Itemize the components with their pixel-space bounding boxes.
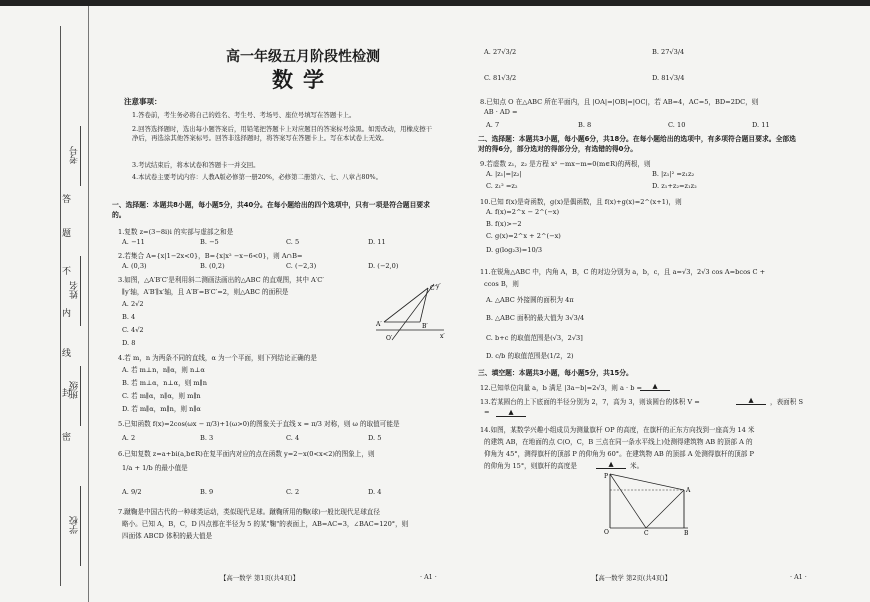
option-c: C. 5 — [286, 238, 300, 246]
option-d: D. 8 — [122, 339, 136, 347]
option-c: C. b+c 的取值范围是(√3，2√3] — [486, 334, 583, 342]
question-13-cont: = — [484, 408, 490, 416]
unit-label: 米。 — [630, 462, 644, 470]
option-a: A. 27√3/2 — [484, 48, 517, 56]
fill-line — [80, 486, 81, 566]
seal-line — [60, 26, 61, 586]
option-b: B. 9 — [200, 488, 214, 496]
seal-char: 封 — [62, 389, 72, 399]
note-item: 4.本试卷主要考试内容：人教A版必修第一册20%，必修第二册第六、七、八章占80%。 — [132, 173, 383, 181]
question-14-cont: 的建筑 AB，在地面的点 C(O，C，B 三点在同一条水平线上)处测得建筑物 AB 的顶部 A 的 — [484, 438, 753, 446]
seal-char: 不 — [62, 267, 72, 277]
figure-q14 — [592, 470, 702, 536]
question-5: 5.已知函数 f(x)=2cos(ωx − π/3)+1(ω>0)的图象关于直线 x = π/3 对称，则 ω 的取值可能是 — [118, 420, 400, 428]
question-14: 14.如图，某数学兴趣小组成员为测量旗杆 OP 的高度，在旗杆的正东方向找到一座高为 14 米 — [480, 426, 755, 434]
question-6: 6.已知复数 z=a+bi(a,b∈R)在复平面内对应的点在函数 y=2−x(0<x<2)的图象上，则 — [118, 450, 375, 458]
question-12: 12.已知单位向量 a，b 满足 |3a−b|=2√3，则 a · b = — [480, 384, 643, 392]
sight-ap — [610, 474, 684, 490]
option-a: A. −11 — [122, 238, 145, 246]
option-a: A. (0,3) — [122, 262, 147, 270]
option-d: D. 4 — [368, 488, 382, 496]
question-7-cont: 四面体 ABCD 体积的最大值是 — [122, 532, 213, 540]
option-d: D. 5 — [368, 434, 382, 442]
option-a: A. 若 m⊥n，n∥α，则 n⊥α — [122, 366, 205, 374]
question-7-cont: 略小。已知 A，B，C，D 四点都在半径为 5 的某"鞠"的表面上，AB=AC=3，∠BAC=120°，则 — [122, 520, 409, 528]
question-13-cont: ，表面积 S — [770, 398, 803, 406]
question-6-cont: 1/a + 1/b 的最小值是 — [122, 464, 188, 472]
question-9: 9.若虚数 z₁，z₂ 是方程 x² −mx−m=0(m∈R)的两根，则 — [480, 160, 651, 168]
binding-margin — [0, 6, 89, 602]
exam-subject: 数学 — [272, 68, 334, 92]
option-a: A. f(x)=2^x − 2^(−x) — [486, 208, 560, 216]
label-c: C — [644, 530, 649, 536]
sight-cp — [610, 474, 646, 528]
section-heading: 三、填空题：本题共3小题，每小题5分，共15分。 — [478, 369, 633, 377]
label-c: C′ — [430, 285, 436, 292]
option-d: D. 11 — [368, 238, 386, 246]
note-item: 2.回答选择题时，选出每小题答案后，用铅笔把答题卡上对应题目的答案标号涂黑。如需改动，用橡皮擦干净后，再选涂其他答案标号。回答非选择题时，将答案写在答题卡上。写在本试卷上无效。 — [132, 125, 433, 142]
option-b: B. f(x)>−2 — [486, 220, 522, 228]
label-p: P — [604, 473, 609, 480]
fill-line — [80, 366, 81, 426]
label-x: x′ — [440, 333, 445, 340]
fill-line — [80, 256, 81, 326]
question-14-cont: 的仰角为 15°，则旗杆的高度是 — [484, 462, 577, 470]
option-b: B. 若 m⊥α，n⊥α，则 m∥n — [122, 379, 207, 387]
question-13: 13.若某圆台的上下底面的半径分别为 2，7，高为 3，则该圆台的体积 V = — [480, 398, 700, 406]
option-c: C. 若 m∥α，n∥α，则 m∥n — [122, 392, 201, 400]
option-c: C. 10 — [668, 121, 686, 129]
option-b: B. 4 — [122, 313, 136, 321]
option-d: D. 11 — [752, 121, 770, 129]
answer-blank[interactable]: ▲ — [596, 460, 626, 469]
seal-char: 题 — [62, 229, 72, 239]
seal-char: 内 — [62, 309, 72, 319]
option-b: B. 8 — [578, 121, 592, 129]
question-3-cont: ∥y′轴，A′B′∥x′轴，且 A′B′=B′C′=2，则△ABC 的面积是 — [122, 288, 289, 296]
answer-blank[interactable]: ▲ — [496, 408, 526, 417]
question-14-cont: 仰角为 45°，测得旗杆的顶部 P 的仰角为 60°。在建筑物 AB 的顶部 A 处测得旗杆的顶部 P — [484, 450, 754, 458]
footer-page-left: 【高一数学 第1页(共4页)】 — [220, 574, 300, 582]
label-y: y′ — [436, 283, 441, 290]
footer-code-right: · A1 · — [790, 573, 807, 581]
label-xuexiao: 学校 — [70, 516, 80, 534]
option-b: B. −5 — [200, 238, 219, 246]
option-a: A. 2 — [122, 434, 136, 442]
option-a: A. |z₁|=|z₂| — [486, 170, 522, 178]
label-kaohao: 考号 — [70, 146, 80, 164]
label-xingming: 姓名 — [70, 281, 80, 299]
notes-heading: 注意事项： — [124, 97, 162, 106]
option-a: A. 2√2 — [122, 300, 144, 308]
note-item: 1.答卷前，考生务必将自己的姓名、考生号、考场号、座位号填写在答题卡上。 — [132, 111, 356, 119]
option-d: D. z₁+z₂=z₁z₂ — [652, 182, 697, 190]
sight-ca — [646, 490, 684, 528]
option-b: B. (0,2) — [200, 262, 225, 270]
option-c: C. 81√3/2 — [484, 74, 517, 82]
label-a: A — [686, 487, 691, 494]
option-c: C. z₁² =z₂ — [486, 182, 518, 190]
label-o: O — [604, 529, 609, 536]
footer-page-right: 【高一数学 第2页(共4页)】 — [592, 574, 672, 582]
label-o: O′ — [386, 335, 393, 342]
section-heading: 二、选择题：本题共3小题，每小题6分，共18分。在每小题给出的选项中，有多项符合题目要求。全部选对的得6分，部分选对的得部分分，有选错的得0分。 — [478, 135, 796, 153]
question-11-cont: ccos B，则 — [484, 280, 519, 288]
question-11: 11.在锐角△ABC 中，内角 A，B，C 的对边分别为 a，b，c，且 a=√3，2√3 cos A=bcos C + — [480, 268, 766, 276]
answer-blank[interactable]: ▲ — [736, 396, 766, 405]
option-c: C. 2 — [286, 488, 300, 496]
note-item: 3.考试结束后，将本试卷和答题卡一并交回。 — [132, 161, 260, 169]
option-c: C. 4 — [286, 434, 300, 442]
label-banji: 班级 — [70, 381, 80, 399]
answer-blank[interactable]: ▲ — [640, 382, 670, 391]
question-8-cont: AB · AD = — [484, 108, 518, 116]
top-border — [0, 0, 870, 6]
option-d: D. c/b 的取值范围是(1/2，2) — [486, 352, 574, 360]
option-c: C. g(x)=2^x + 2^(−x) — [486, 232, 561, 240]
option-d: D. 若 m∥α，m∥n，则 n∥α — [122, 405, 201, 413]
option-a: A. 9/2 — [122, 488, 142, 496]
question-2: 2.若集合 A={x|1−2x<0}，B={x|x² −x−6<0}，则 A∩B= — [118, 252, 303, 260]
axis-y — [392, 284, 434, 340]
option-a: A. △ABC 外接圆的面积为 4π — [486, 296, 574, 304]
label-b: B′ — [422, 323, 428, 330]
option-d: D. (−2,0) — [368, 262, 399, 270]
exam-title: 高一年级五月阶段性检测 — [226, 49, 380, 65]
seal-char: 答 — [62, 195, 72, 205]
option-c: C. 4√2 — [122, 326, 144, 334]
footer-code-left: · A1 · — [420, 573, 437, 581]
seal-char: 线 — [62, 349, 72, 359]
question-3: 3.如图，△A′B′C′是利用斜二测画法画出的△ABC 的直观图，其中 A′C′ — [118, 276, 324, 284]
question-7: 7.蹴鞠是中国古代的一种球类运动，类似现代足球。蹴鞠所用的鞠(球)一般比现代足球直径 — [118, 508, 380, 516]
option-d: D. 81√3/4 — [652, 74, 685, 82]
label-a: A′ — [376, 321, 382, 328]
label-b: B — [684, 530, 689, 536]
question-8: 8.已知点 O 在△ABC 所在平面内，且 |OA|=|OB|=|OC|，若 AB=4，AC=5，BD=2DC，则 — [480, 98, 759, 106]
option-b: B. 27√3/4 — [652, 48, 685, 56]
option-b: B. 3 — [200, 434, 214, 442]
option-b: B. |z₁|² =z₁z₂ — [652, 170, 695, 178]
fill-line — [80, 126, 81, 186]
option-a: A. 7 — [486, 121, 500, 129]
question-4: 4.若 m，n 为两条不同的直线，α 为一个平面，则下列结论正确的是 — [118, 354, 317, 362]
question-1: 1.复数 z=(3−8i)i 的实部与虚部之和是 — [118, 228, 234, 236]
option-b: B. △ABC 面积的最大值为 3√3/4 — [486, 314, 585, 322]
question-10: 10.已知 f(x)是奇函数，g(x)是偶函数，且 f(x)+g(x)=2^(x+1)，则 — [480, 198, 682, 206]
section-heading: 一、选择题：本题共8小题，每小题5分，共40分。在每小题给出的四个选项中，只有一项是符合题目要求的。 — [112, 201, 430, 219]
option-c: C. (−2,3) — [286, 262, 317, 270]
seal-char: 密 — [62, 433, 72, 443]
figure-q3 — [370, 280, 450, 344]
option-d: D. g(log₂3)=10/3 — [486, 246, 543, 254]
